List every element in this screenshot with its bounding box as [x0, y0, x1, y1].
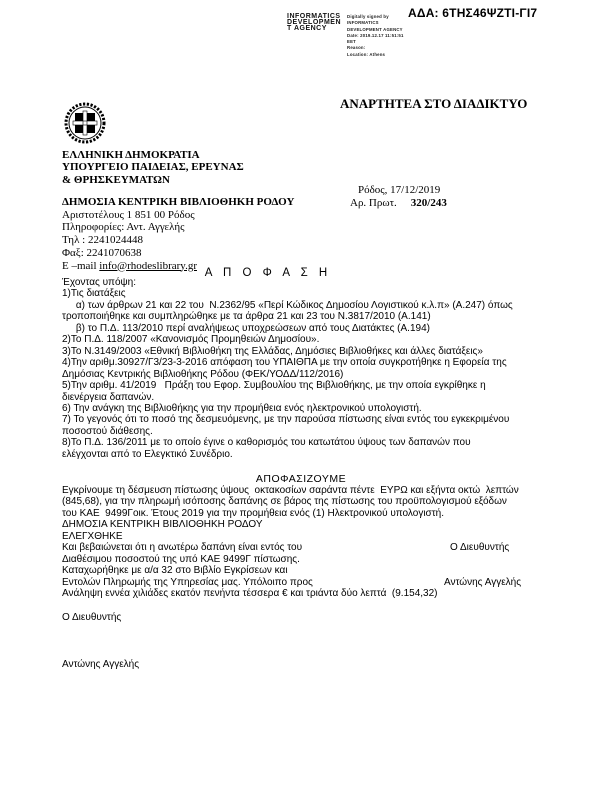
- director-name-signature: Αντώνης Αγγελής: [62, 659, 140, 670]
- ministry-line2: & ΘΡΗΣΚΕΥΜΑΤΩΝ: [62, 173, 170, 186]
- text-line: 8)Το Π.Δ. 136/2011 με το οποίο έγινε ο καθορισμός του κατωτάτου ύψους των δαπανών που: [62, 437, 471, 449]
- protocol-label: Αρ. Πρωτ.: [350, 197, 397, 209]
- fax-line: Φαξ: 2241070638: [62, 246, 142, 259]
- greek-coat-of-arms-icon: [63, 101, 107, 145]
- text-line: διενέργεια δαπανών.: [62, 391, 155, 403]
- text-line: T AGENCY: [287, 24, 327, 32]
- text-line: EET: [347, 39, 356, 45]
- text-line: Ανάληψη εννέα χιλιάδες εκατόν πενήντα τέσσερα € και τριάντα δύο λεπτά (9.154,32): [62, 588, 438, 600]
- text-line: Location: Athens: [347, 51, 386, 57]
- text-line: α) των άρθρων 21 και 22 του Ν.2362/95 «Περί Κώδικος Δημοσίου Λογιστικού κ.λ.π» (Α.247) όπως: [62, 299, 513, 311]
- text-line: Καταχωρήθηκε με α/α 32 στο Βιβλίο Εγκρίσεων και: [62, 565, 288, 577]
- protocol-number: 320/243: [410, 197, 447, 209]
- info-contact-line: Πληροφορίες: Αντ. Αγγελής: [62, 221, 185, 234]
- text-line: του ΚΑΕ 9499Γοικ. Έτους 2019 για την προμήθεια ενός (1) Ηλεκτρονικού υπολογιστή.: [62, 507, 445, 519]
- text-line: Δημόσιας Κεντρικής Βιβλιοθήκης Ρόδου (ΦΕΚ/ΥΟΔΔ/112/2016): [62, 368, 344, 380]
- ada-code: ΑΔΑ: 6ΤΗΣ46ΨΖΤΙ-ΓΙ7: [408, 6, 538, 20]
- organization-name: ΔΗΜΟΣΙΑ ΚΕΝΤΡΙΚΗ ΒΙΒΛΙΟΘΗΚΗ ΡΟΔΟΥ: [62, 196, 295, 208]
- text-line: Εντολών Πληρωμής της Υπηρεσίας μας. Υπόλοιπο προς: [62, 576, 313, 588]
- text-line: 2)Το Π.Δ. 118/2007 «Κανονισμός Προμηθειών Δημοσίου».: [62, 334, 320, 346]
- text-line: 5)Την αριθμ. 41/2019 Πράξη του Εφορ. Συμβουλίου της Βιβλιοθήκης, με την οποία εγκρίθηκε η: [62, 380, 486, 392]
- director-title-right: Ο Διευθυντής: [450, 542, 510, 553]
- ministry-line1: ΥΠΟΥΡΓΕΙΟ ΠΑΙΔΕΙΑΣ, ΕΡΕΥΝΑΣ: [62, 161, 244, 174]
- text-line: Digitally signed by: [347, 14, 389, 19]
- posted-on-internet-notice: ΑΝΑΡΤΗΤΕΑ ΣΤΟ ΔΙΑΔΙΚΤΥΟ: [340, 96, 528, 111]
- text-line: Date: 2019.12.17 11:51:51: [347, 32, 404, 38]
- text-line: 1)Τις διατάξεις: [62, 288, 126, 300]
- text-line: 6) Την ανάγκη της Βιβλιοθήκης για την προμήθεια ενός ηλεκτρονικού υπολογιστή.: [62, 402, 422, 414]
- text-line: ελέγχονται από το Ελεγκτικό Συνέδριο.: [62, 448, 233, 460]
- text-line: 4)Την αριθμ.30927/Γ3/23-3-2016 απόφαση του ΥΠΑΙΘΠΑ με την οποία συγκροτήθηκε η Εφορεία της: [62, 357, 507, 369]
- text-line: INFORMATICS: [347, 20, 379, 26]
- text-line: ΕΛΕΓΧΘΗΚΕ: [62, 530, 123, 542]
- text-line: INFORMATICS: [287, 13, 341, 20]
- text-line: Διαθέσιμου ποσοστού της υπό ΚΑΕ 9499Γ πίστωσης.: [62, 553, 300, 565]
- text-line: (845,68), για την πληρωμή ισόποσης δαπάνης σε βάρος της πίστωσης του προϋπολογισμού εξόδων: [62, 496, 507, 508]
- hellenic-republic-label: ΕΛΛΗΝΙΚΗ ΔΗΜΟΚΡΑΤΙΑ: [62, 149, 200, 161]
- text-line: 7) Το γεγονός ότι το ποσό της δεσμευόμενης, με την παρούσα πίστωσης είναι εντός του εγκεκριμένου: [62, 414, 510, 426]
- decision-title: Α Π Ο Φ Α Σ Η: [204, 267, 332, 279]
- text-line: ΔΗΜΟΣΙΑ ΚΕΝΤΡΙΚΗ ΒΙΒΛΙΟΘΗΚΗ ΡΟΔΟΥ: [62, 519, 263, 531]
- decide-heading: ΑΠΟΦΑΣΙΖΟΥΜΕ: [255, 473, 347, 485]
- decision-preamble: [62, 277, 556, 460]
- text-line: Έχοντας υπόψη:: [62, 277, 136, 288]
- city-date: Ρόδος, 17/12/2019: [358, 184, 441, 196]
- signature-agency-name: [287, 14, 341, 58]
- text-line: ποσοστού διάθεσης.: [62, 425, 153, 437]
- signature-details: [347, 14, 405, 58]
- text-line: Reason:: [347, 45, 366, 51]
- text-line: τροποποιήθηκε και συμπληρώθηκε με τα άρθρα 21 και 23 του Ν.3817/2010 (Α.141): [62, 311, 431, 323]
- director-title-signature: Ο Διευθυντής: [62, 612, 122, 623]
- organization-contact-block: [62, 196, 294, 272]
- text-line: DEVELOPMENT AGENCY: [347, 26, 403, 32]
- digital-signature-stamp: [287, 14, 405, 58]
- telephone-line: Τηλ : 2241024448: [62, 234, 143, 247]
- text-line: 3)Το Ν.3149/2003 «Εθνική Βιβλιοθήκη της Ελλάδας, Δημόσιες Βιβλιοθήκες και άλλες διατάξεις»: [62, 345, 483, 357]
- text-line: DEVELOPMEN: [287, 18, 342, 26]
- ministry-header: [62, 149, 244, 186]
- email-label: E –mail: [62, 259, 100, 272]
- address-line: Αριστοτέλους 1 851 00 Ρόδος: [62, 208, 195, 221]
- email-link[interactable]: info@rhodeslibrary.gr: [99, 259, 197, 272]
- text-line: Εγκρίνουμε τη δέσμευση πίστωσης ύψους οκτακοσίων σαράντα πέντε ΕΥΡΩ και εξήντα οκτώ λεπτών: [62, 485, 519, 496]
- director-name-right: Αντώνης Αγγελής: [444, 577, 522, 588]
- protocol-number-row: [350, 197, 447, 209]
- text-line: β) το Π.Δ. 113/2010 περί αναλήψεως υποχρεώσεων από τους Διατάκτες (Α.194): [62, 322, 430, 334]
- text-line: Και βεβαιώνεται ότι η ανωτέρω δαπάνη είναι εντός του: [62, 542, 303, 554]
